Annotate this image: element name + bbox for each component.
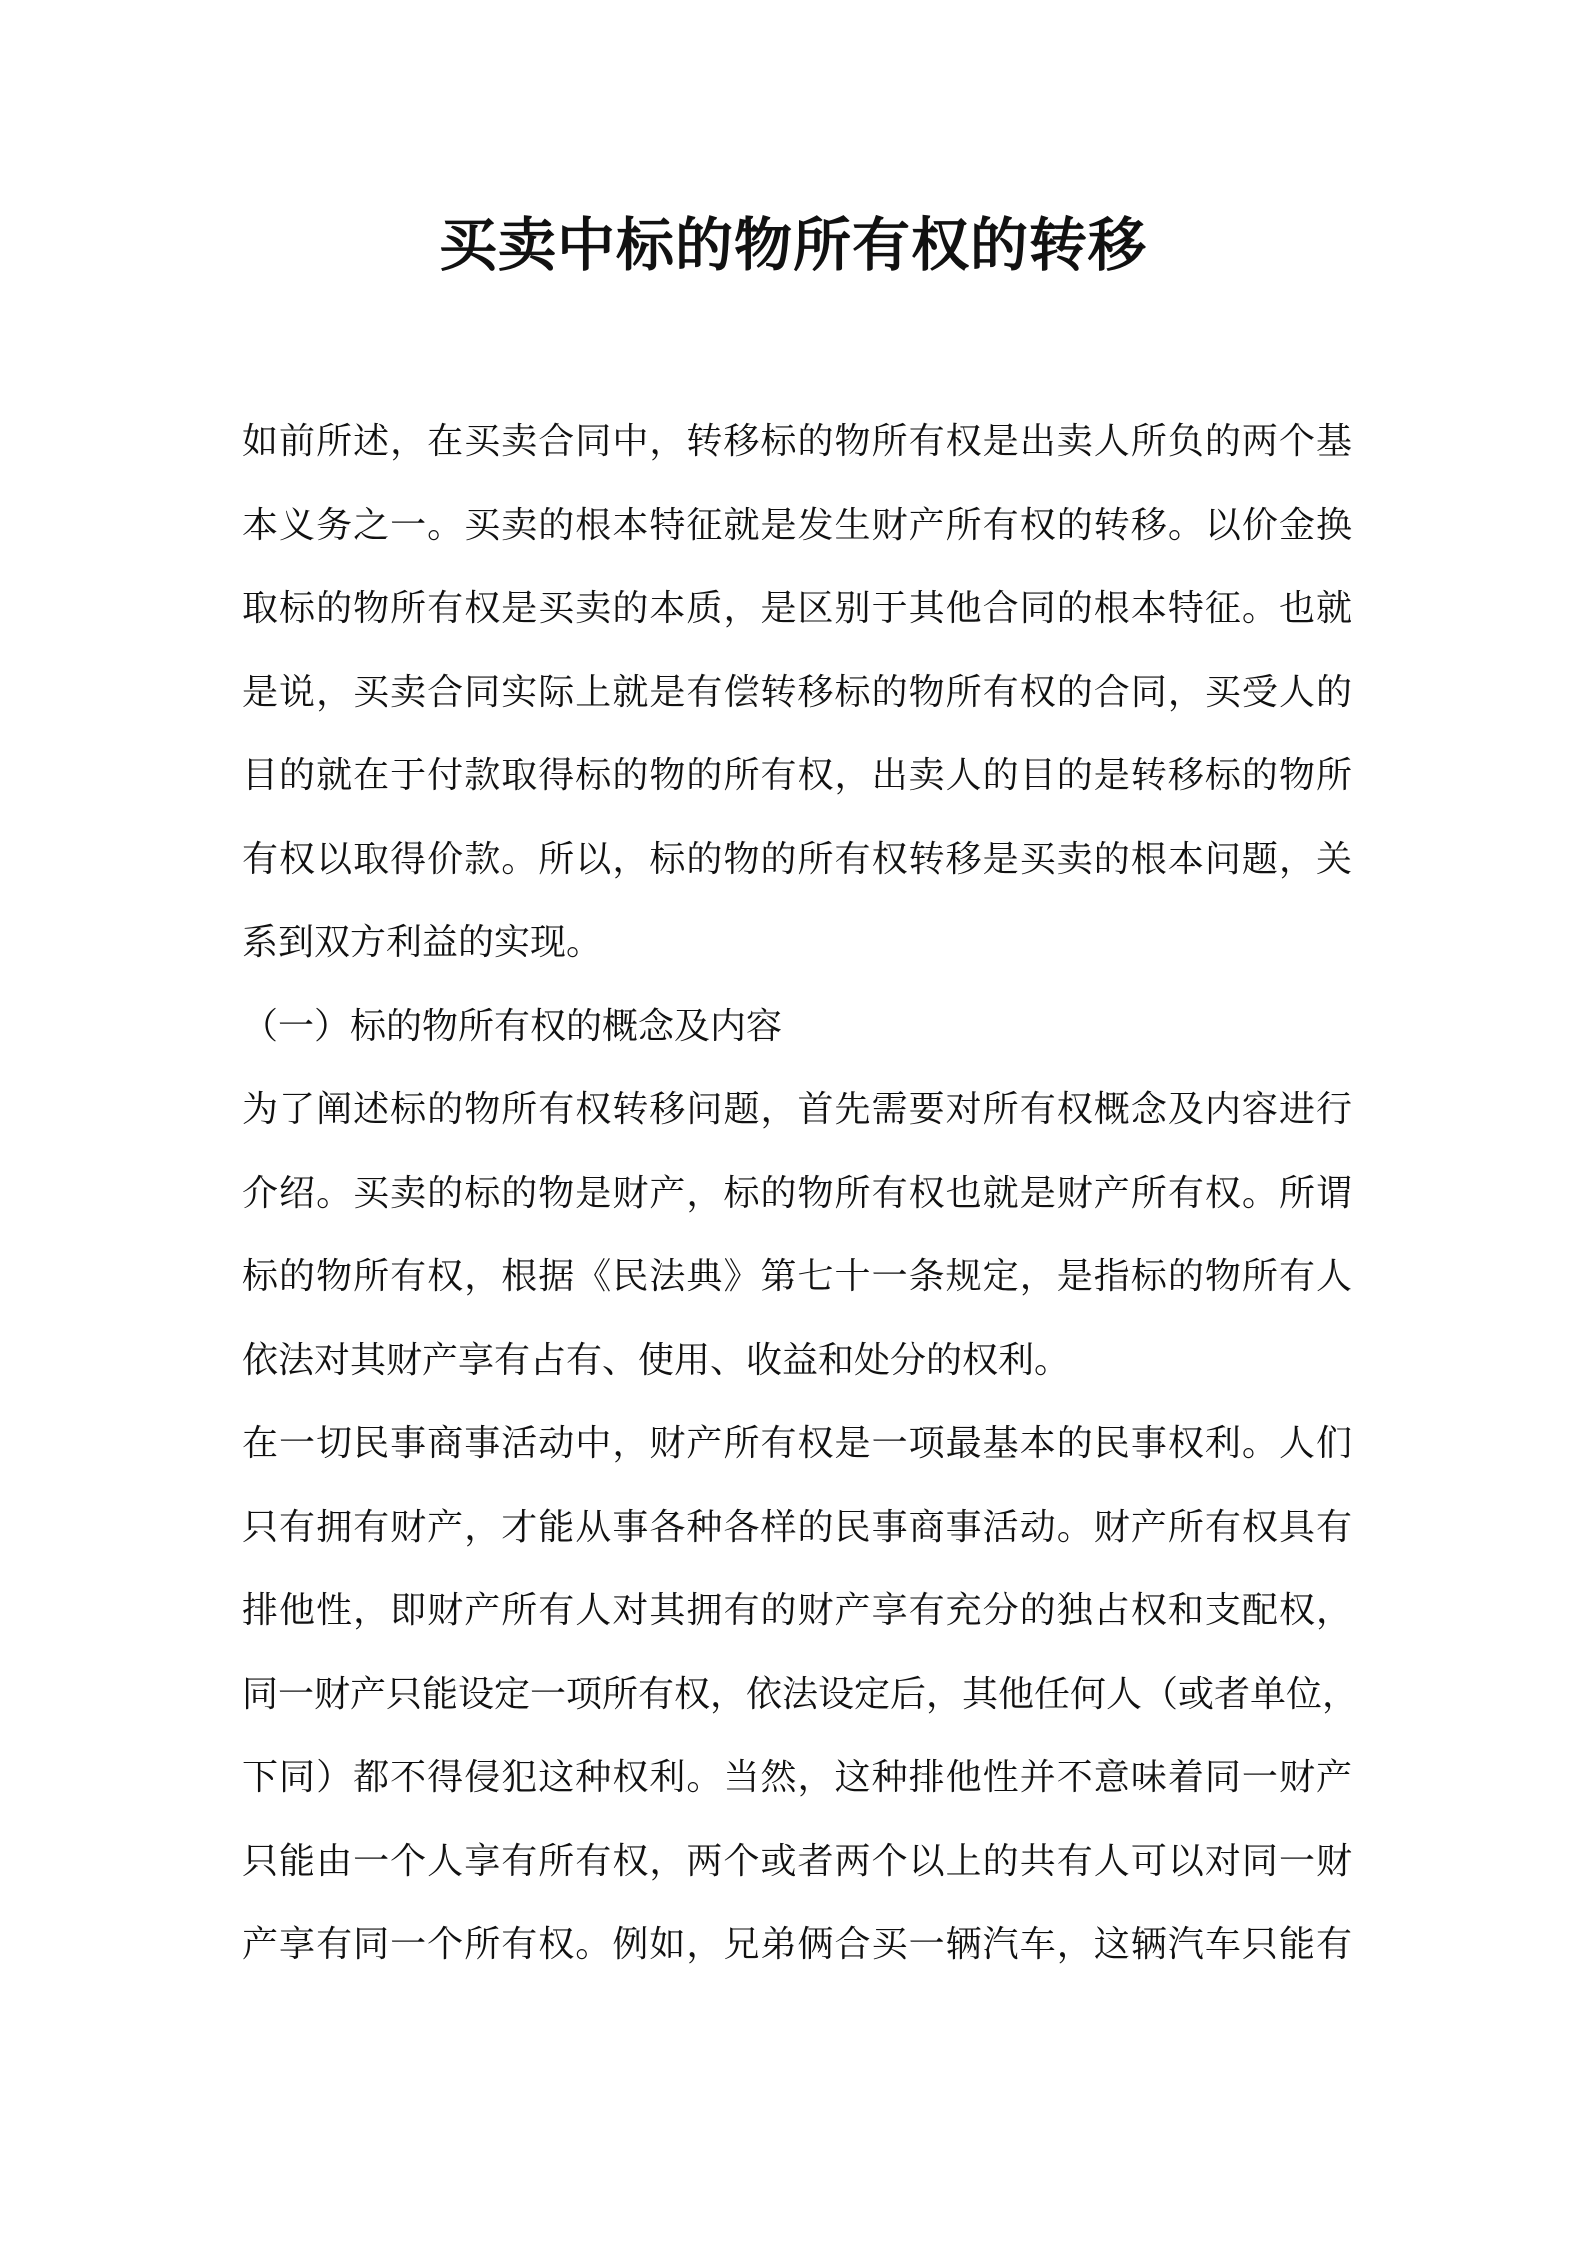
- paragraph-line: 系到双方利益的实现。: [242, 922, 603, 963]
- paragraph-line: 如前所述，在买卖合同中，转移标的物所有权是出卖人所负的两个基: [242, 421, 1352, 462]
- paragraph-line: 本义务之一。买卖的根本特征就是发生财产所有权的转移。以价金换: [242, 504, 1352, 546]
- document-title: 买卖中标的物所有权的转移: [438, 211, 1147, 279]
- paragraph-line: 只有拥有财产，才能从事各种各样的民事商事活动。财产所有权具有: [242, 1506, 1352, 1548]
- paragraph-line: 在一切民事商事活动中，财产所有权是一项最基本的民事权利。人们: [242, 1423, 1352, 1464]
- paragraph-line: 介绍。买卖的标的物是财产，标的物所有权也就是财产所有权。所谓: [242, 1172, 1352, 1214]
- paragraph-line: 有权以取得价款。所以，标的物的所有权转移是买卖的根本问题，关: [242, 838, 1352, 880]
- section-heading: （一）标的物所有权的概念及内容: [242, 1005, 783, 1047]
- document-body: [242, 400, 1359, 1987]
- paragraph-line: 排他性，即财产所有人对其拥有的财产享有充分的独占权和支配权，: [242, 1590, 1352, 1631]
- paragraph-line: 下同）都不得侵犯这种权利。当然，这种排他性并不意味着同一财产: [242, 1757, 1352, 1798]
- paragraph-line: 依法对其财产享有占有、使用、收益和处分的权利。: [242, 1339, 1071, 1381]
- paragraph-line: 为了阐述标的物所有权转移问题，首先需要对所有权概念及内容进行: [242, 1089, 1352, 1130]
- paragraph-line: 产享有同一个所有权。例如，兄弟俩合买一辆汽车，这辆汽车只能有: [242, 1924, 1352, 1965]
- paragraph-line: 只能由一个人享有所有权，两个或者两个以上的共有人可以对同一财: [242, 1840, 1352, 1882]
- paragraph-line: 是说，买卖合同实际上就是有偿转移标的物所有权的合同，买受人的: [242, 671, 1352, 713]
- paragraph-line: 目的就在于付款取得标的物的所有权，出卖人的目的是转移标的物所: [242, 755, 1352, 796]
- paragraph-line: 标的物所有权，根据《民法典》第七十一条规定，是指标的物所有人: [242, 1256, 1352, 1297]
- paragraph-line: 取标的物所有权是买卖的本质，是区别于其他合同的根本特征。也就: [242, 588, 1352, 629]
- paragraph-line: 同一财产只能设定一项所有权，依法设定后，其他任何人（或者单位，: [242, 1673, 1359, 1715]
